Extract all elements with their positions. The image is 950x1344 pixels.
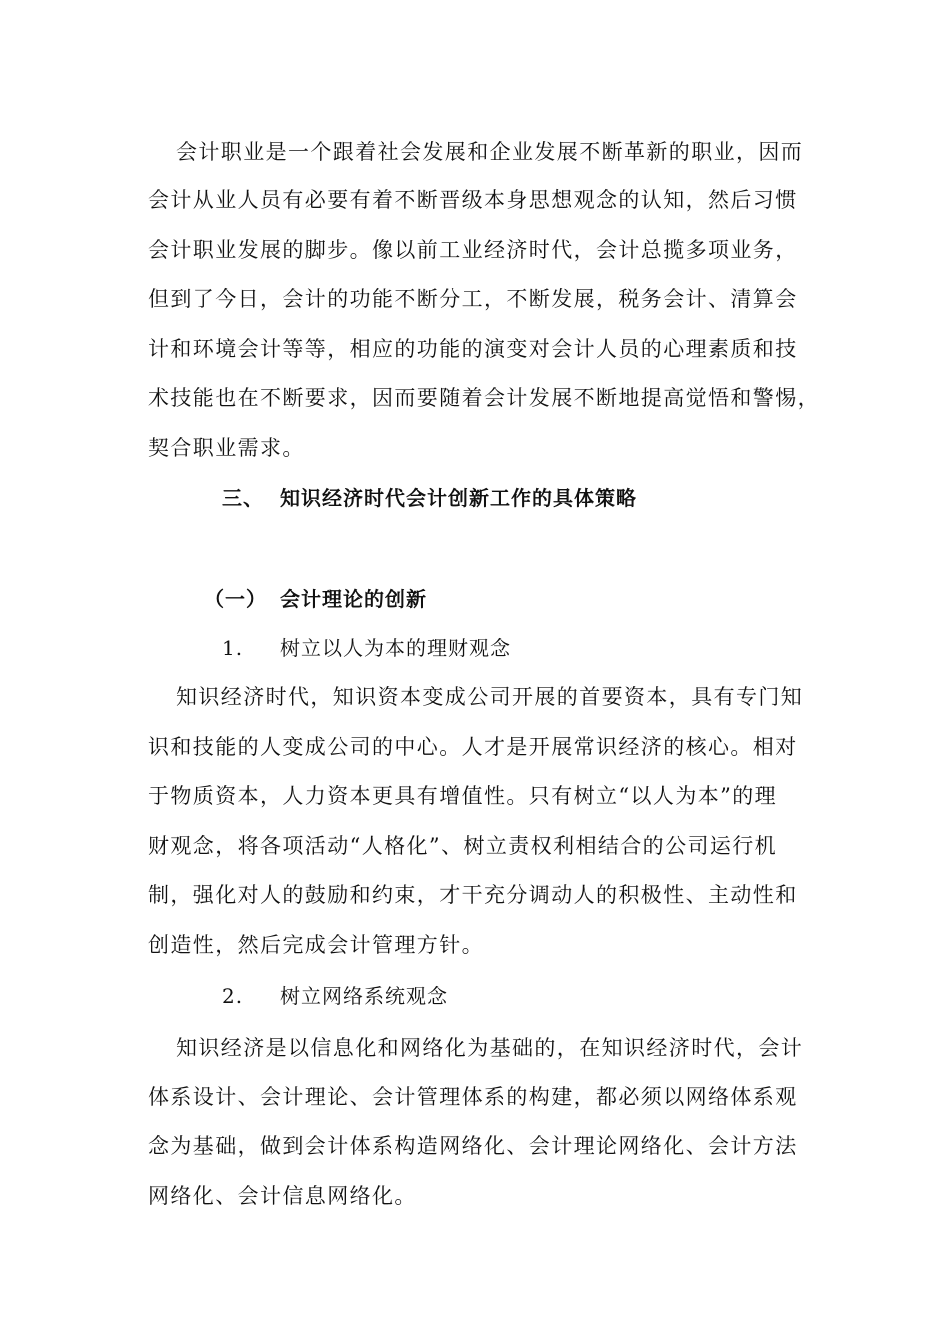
section-3-title: 知识经济时代会计创新工作的具体策略 bbox=[280, 486, 637, 510]
paragraph-2-line-2: 识和技能的人变成公司的中心。人才是开展常识经济的核心。相对 bbox=[148, 735, 798, 759]
paragraph-1-line-6: 术技能也在不断要求，因而要随着会计发展不断地提高觉悟和警惕， bbox=[148, 386, 820, 410]
paragraph-3-line-2: 体系设计、会计理论、会计管理体系的构建，都必须以网络体系观 bbox=[148, 1085, 798, 1109]
item-2-heading bbox=[222, 981, 448, 1011]
section-3-heading bbox=[222, 483, 637, 513]
paragraph-2-line-3: 于物质资本，人力资本更具有增值性。只有树立“以人为本”的理 bbox=[148, 784, 778, 808]
item-1-heading bbox=[222, 633, 511, 663]
paragraph-1-line-2: 会计从业人员有必要有着不断晋级本身思想观念的认知，然后习惯 bbox=[148, 188, 798, 212]
paragraph-2-line-1: 知识经济时代，知识资本变成公司开展的首要资本，具有专门知 bbox=[176, 685, 804, 709]
item-1-title: 树立以人为本的理财观念 bbox=[280, 636, 511, 660]
subsection-1-title: 会计理论的创新 bbox=[280, 587, 427, 611]
paragraph-1-line-1: 会计职业是一个跟着社会发展和企业发展不断革新的职业，因而 bbox=[176, 140, 804, 164]
paragraph-3-line-4: 网络化、会计信息网络化。 bbox=[148, 1184, 417, 1208]
paragraph-1-line-4: 但到了今日，会计的功能不断分工，不断发展，税务会计、清算会 bbox=[148, 287, 798, 311]
paragraph-1-line-3: 会计职业发展的脚步。像以前工业经济时代，会计总揽多项业务， bbox=[148, 238, 798, 262]
paragraph-2-line-4: 财观念，将各项活动“人格化”、树立责权利相结合的公司运行机 bbox=[148, 834, 778, 858]
paragraph-2-line-5: 制，强化对人的鼓励和约束，才干充分调动人的积极性、主动性和 bbox=[148, 883, 798, 907]
paragraph-3-line-1: 知识经济是以信息化和网络化为基础的，在知识经济时代，会计 bbox=[176, 1036, 804, 1060]
item-1-number: 1. bbox=[222, 636, 244, 660]
item-2-title: 树立网络系统观念 bbox=[280, 984, 448, 1008]
paragraph-2-line-6: 创造性，然后完成会计管理方针。 bbox=[148, 933, 484, 957]
paragraph-1-line-7: 契合职业需求。 bbox=[148, 436, 305, 460]
item-2-number: 2. bbox=[222, 984, 244, 1008]
subsection-1-number: （一） bbox=[204, 587, 267, 611]
subsection-1-heading bbox=[204, 584, 427, 614]
paragraph-3-line-3: 念为基础，做到会计体系构造网络化、会计理论网络化、会计方法 bbox=[148, 1134, 798, 1158]
section-3-number: 三、 bbox=[222, 486, 264, 510]
paragraph-1-line-5: 计和环境会计等等，相应的功能的演变对会计人员的心理素质和技 bbox=[148, 337, 798, 361]
